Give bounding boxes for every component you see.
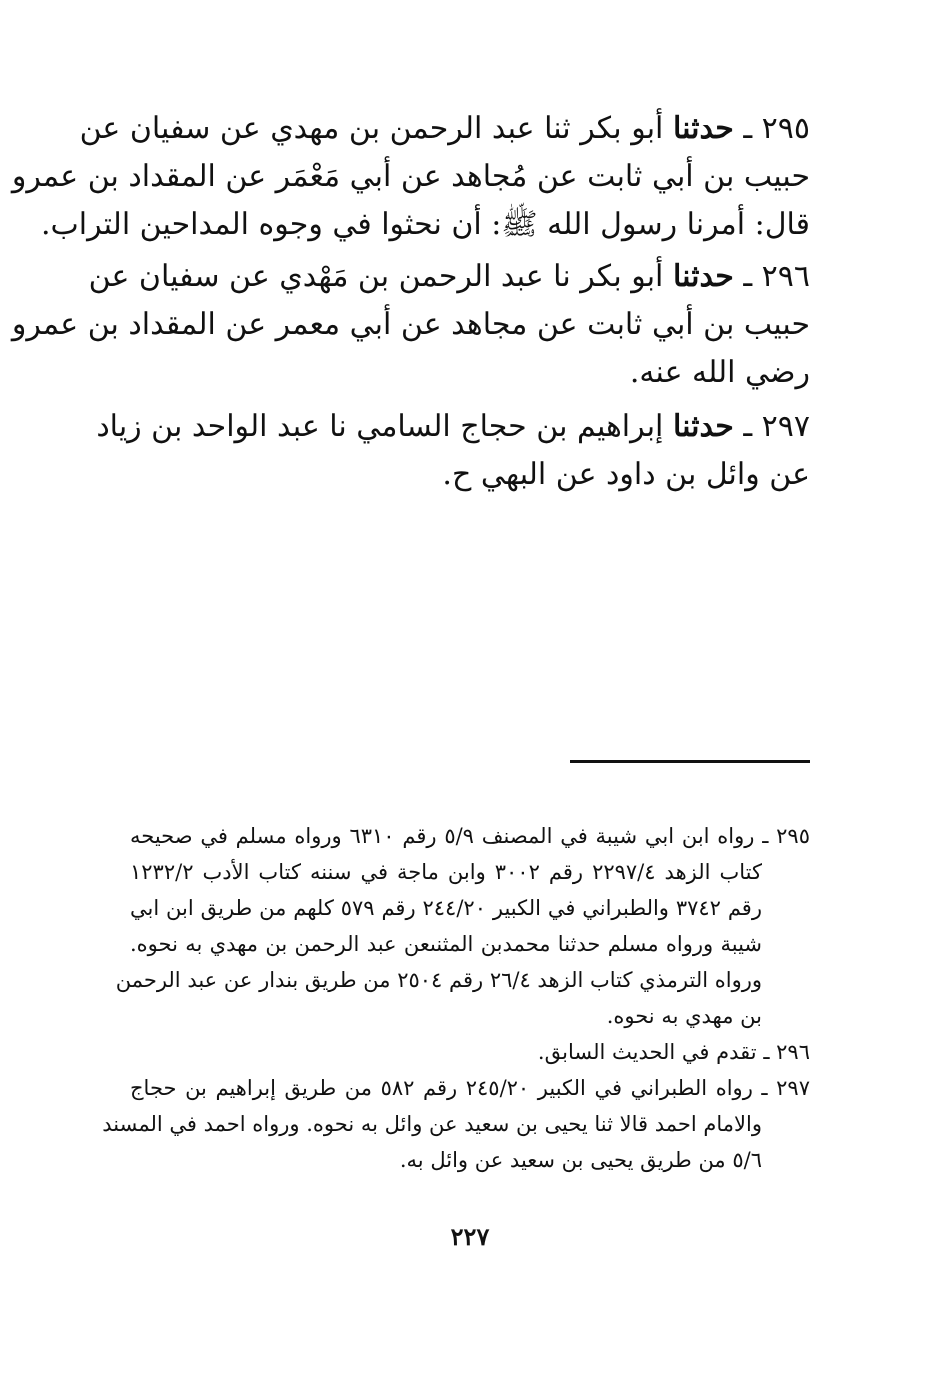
hadith-line: حبيب بن أبي ثابت عن مجاهد عن أبي معمر عن المقداد بن عمرو: [11, 307, 810, 342]
hadith-dash: ـ: [733, 259, 762, 294]
footnote-line: ٢٩٧ ـ رواه الطبراني في الكبير ٢٤٥/٢٠ رقم ٥٨٢ من طريق إبراهيم بن حجاج: [130, 1076, 810, 1100]
footnote-line: رقم ٣٧٤٢ والطبراني في الكبير ٢٤٤/٢٠ رقم ٥٧٩ كلهم من طريق ابن ابي: [130, 896, 762, 920]
hadith-297: [96, 402, 810, 502]
footnote-line: ٢٩٥ ـ رواه ابن ابي شيبة في المصنف ٥/٩ رقم ٦٣١٠ ورواه مسلم في صحيحه: [130, 824, 810, 848]
footnote-line: والامام احمد قالا ثنا يحيى بن سعيد عن وائل به نحوه. ورواه احمد في المسند: [102, 1112, 762, 1136]
hadith-number: ٢٩٥: [761, 111, 810, 146]
hadith-line: [88, 252, 810, 302]
footnotes: [102, 818, 810, 1198]
hadith-line: حبيب بن أبي ثابت عن مُجاهد عن أبي مَعْمَر عن المقداد بن عمرو: [11, 159, 810, 194]
footnote-line: ٢٩٦ ـ تقدم في الحديث السابق.: [537, 1040, 810, 1064]
hadith-keyword: حدثنا: [672, 259, 734, 294]
hadith-keyword: حدثنا: [672, 111, 734, 146]
hadith-line: رضي الله عنه.: [629, 355, 810, 390]
footnote-line: بن مهدي به نحوه.: [606, 1004, 762, 1028]
hadith-295: [11, 104, 810, 254]
footnote-line: ٥/٦ من طريق يحيى بن سعيد عن وائل به.: [399, 1148, 762, 1172]
hadith-dash: ـ: [733, 111, 762, 146]
hadith-text: أبو بكر نا عبد الرحمن بن مَهْدي عن سفيان عن: [88, 259, 664, 294]
page-number: ٢٢٧: [450, 1222, 490, 1251]
hadith-line: [79, 104, 810, 154]
hadith-text: أبو بكر ثنا عبد الرحمن بن مهدي عن سفيان عن: [79, 111, 664, 146]
footnote-line: شيبة ورواه مسلم حدثنا محمدبن المثنىعن عبد الرحمن بن مهدي به نحوه.: [130, 932, 763, 956]
footnote-line: ورواه الترمذي كتاب الزهد ٢٦/٤ رقم ٢٥٠٤ من طريق بندار عن عبد الرحمن: [115, 968, 762, 992]
hadith-number: ٢٩٦: [761, 259, 810, 294]
hadith-dash: ـ: [733, 409, 762, 444]
hadith-296: [11, 252, 810, 402]
footnote-line: كتاب الزهد ٢٢٩٧/٤ رقم ٣٠٠٢ وابن ماجة في سننه كتاب الأدب ١٢٣٢/٢: [130, 860, 762, 884]
hadith-line: قال: أمرنا رسول الله ﷺ: أن نحثوا في وجوه المداحين التراب.: [40, 207, 810, 242]
footnote-separator: [570, 760, 810, 763]
hadith-line: عن وائل بن داود عن البهي ح.: [442, 457, 810, 492]
hadith-line: [96, 402, 810, 452]
hadith-text: إبراهيم بن حجاج السامي نا عبد الواحد بن زياد: [96, 409, 664, 444]
hadith-keyword: حدثنا: [672, 409, 734, 444]
hadith-number: ٢٩٧: [761, 409, 810, 444]
